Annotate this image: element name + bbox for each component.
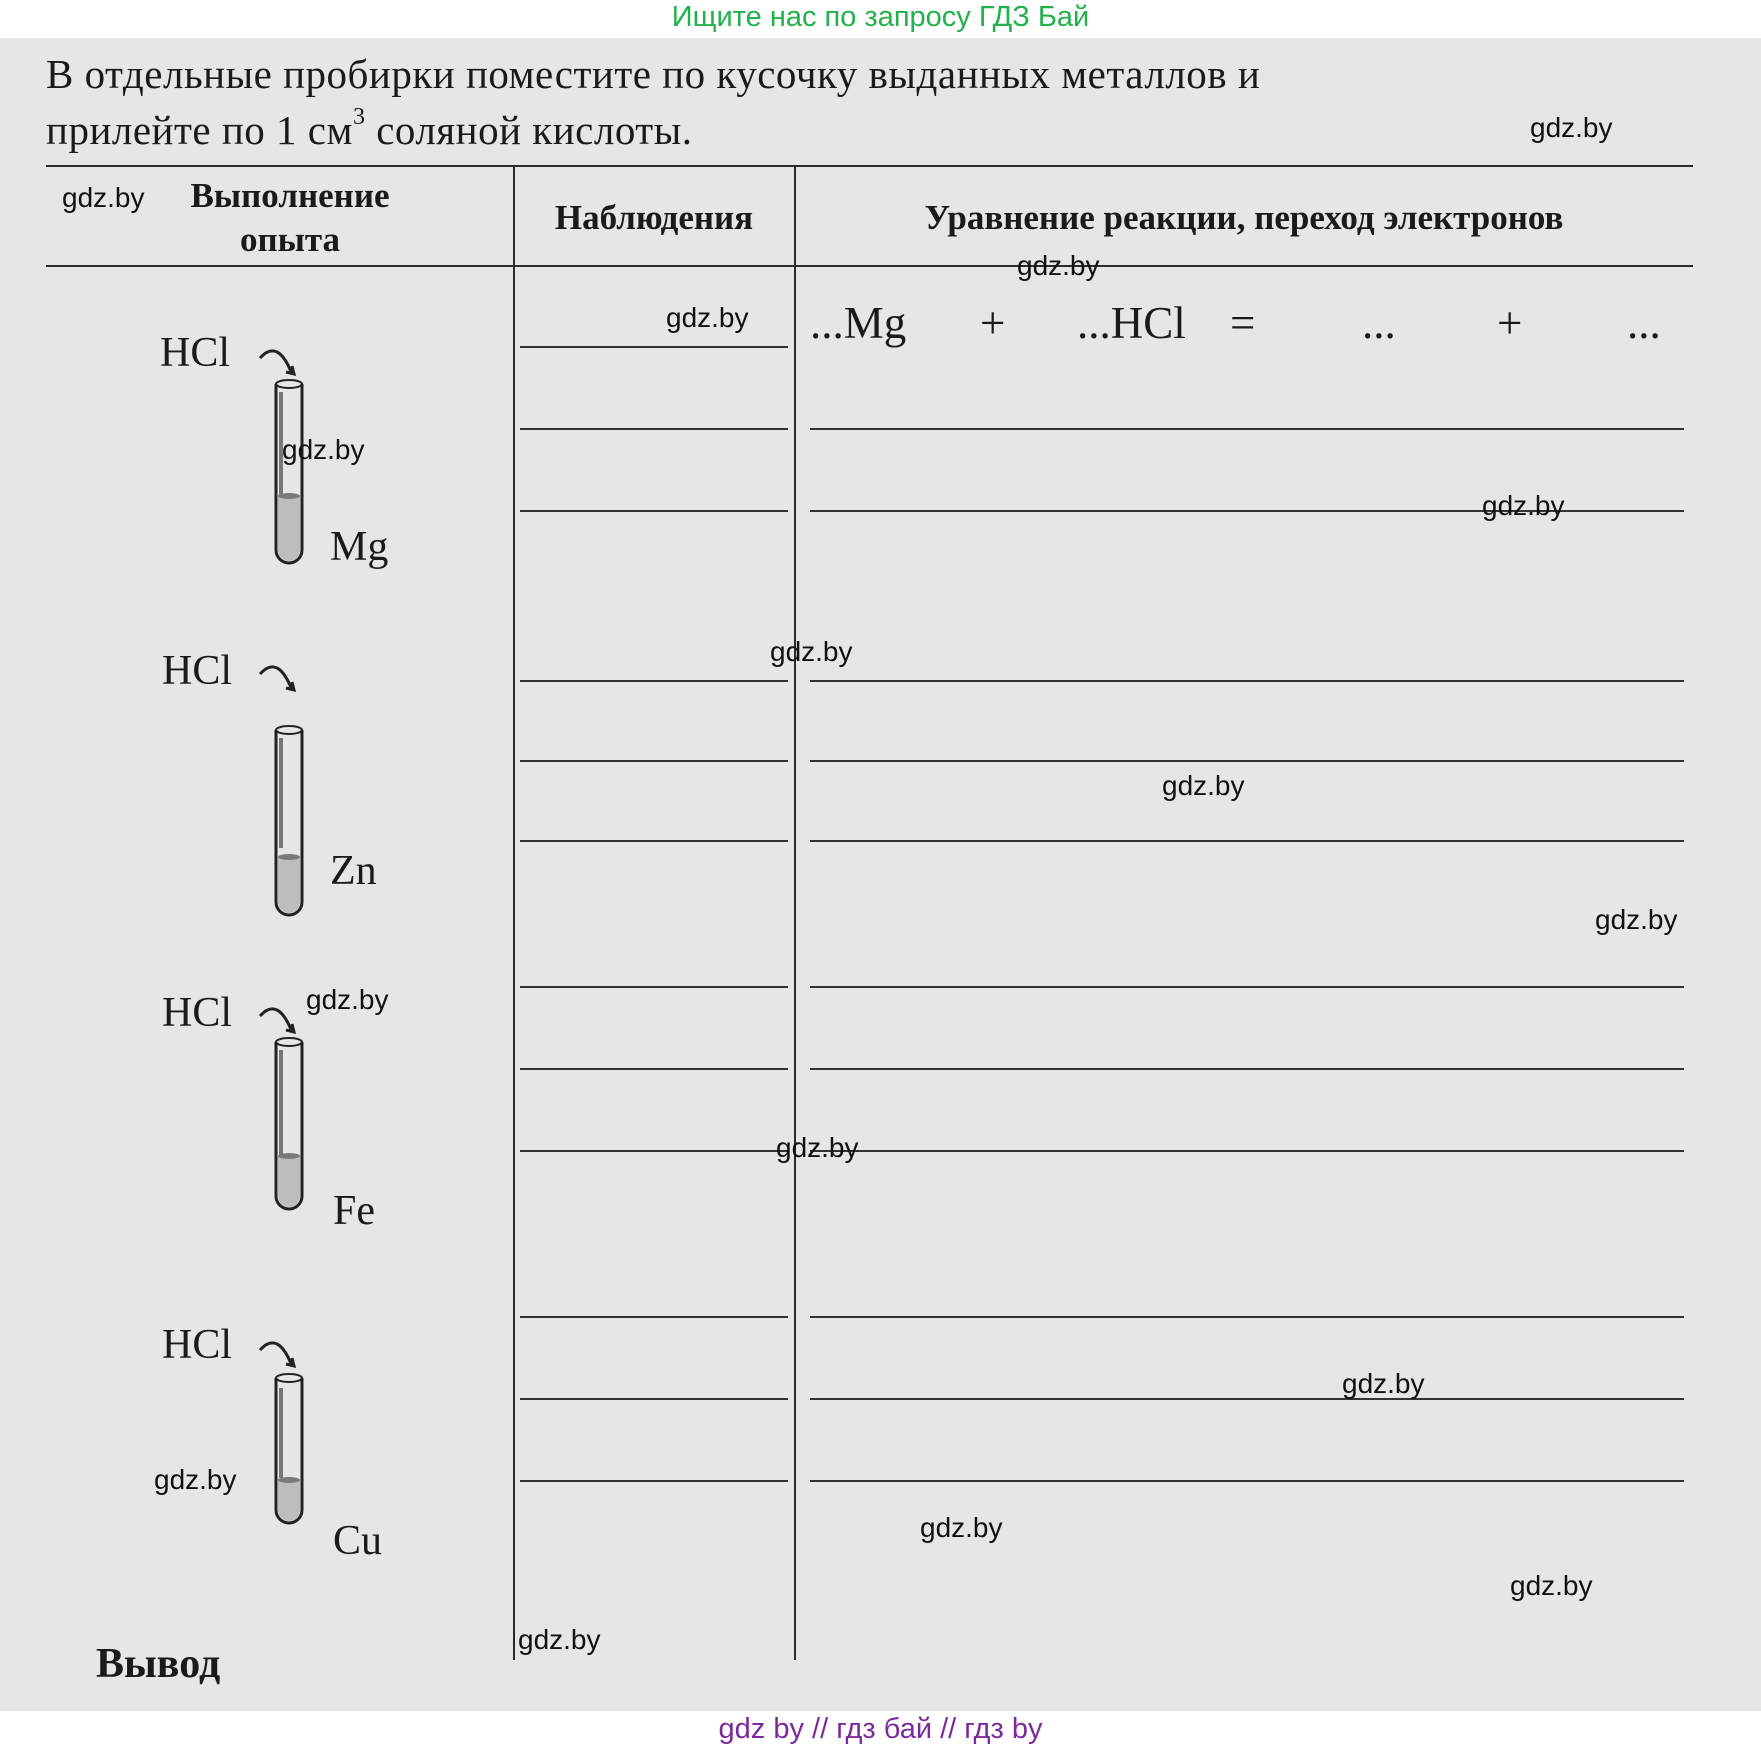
bottom-banner[interactable]: gdz by // гдз бай // гдз by [0, 1711, 1761, 1749]
reagent-label: HCl [162, 990, 233, 1036]
watermark: gdz.by [1510, 1570, 1593, 1601]
test-tube-icon [250, 652, 320, 922]
observation-answer-line[interactable] [520, 1316, 788, 1318]
metal-label: Zn [330, 848, 377, 894]
observation-answer-line[interactable] [520, 680, 788, 682]
metal-label: Mg [330, 524, 389, 570]
watermark: gdz.by [62, 182, 145, 213]
watermark: gdz.by [920, 1512, 1003, 1543]
watermark: gdz.by [1530, 112, 1613, 143]
equation-answer-line[interactable] [810, 840, 1684, 842]
header-experiment: Выполнение опыта [190, 176, 390, 259]
metal-label: Cu [333, 1518, 383, 1564]
observation-answer-line[interactable] [520, 986, 788, 988]
observation-answer-line[interactable] [520, 760, 788, 762]
equation-product-1: ... [1362, 298, 1396, 348]
watermark: gdz.by [1162, 770, 1245, 801]
observation-answer-line[interactable] [520, 428, 788, 430]
observation-answer-line[interactable] [520, 840, 788, 842]
watermark: gdz.by [770, 636, 853, 667]
equation-equals: = [1230, 298, 1256, 348]
observation-answer-line[interactable] [520, 1150, 788, 1152]
instructions-line2: прилейте по 1 $см^3$ соляной кислоты. [46, 104, 693, 153]
reagent-label: HCl [162, 648, 233, 694]
header-observations: Наблюдения [554, 198, 754, 237]
observation-answer-line[interactable] [520, 346, 788, 348]
watermark: gdz.by [154, 1464, 237, 1495]
equation-plus-2: + [1497, 298, 1523, 348]
test-tube-icon [250, 1328, 320, 1538]
header-equation: Уравнение реакции, переход электронов [924, 198, 1564, 237]
column-divider-2 [794, 165, 796, 1660]
reagent-label: HCl [160, 330, 231, 376]
top-banner[interactable]: Ищите нас по запросу ГДЗ Бай [0, 0, 1761, 36]
observation-answer-line[interactable] [520, 1068, 788, 1070]
instructions-text [46, 46, 1696, 158]
equation-answer-line[interactable] [810, 1480, 1684, 1482]
watermark: gdz.by [1017, 250, 1100, 281]
equation-product-2: ... [1627, 298, 1661, 348]
equation-plus-1: + [980, 298, 1006, 348]
equation-answer-line[interactable] [810, 760, 1684, 762]
column-divider-1 [513, 165, 515, 1660]
observation-answer-line[interactable] [520, 510, 788, 512]
watermark: gdz.by [1342, 1368, 1425, 1399]
equation-answer-line[interactable] [810, 986, 1684, 988]
watermark: gdz.by [1595, 904, 1678, 935]
watermark: gdz.by [666, 302, 749, 333]
watermark: gdz.by [776, 1132, 859, 1163]
reagent-label: HCl [162, 1322, 233, 1368]
conclusion-label: Вывод [96, 1641, 221, 1687]
equation-answer-line[interactable] [810, 1150, 1684, 1152]
equation-reactant-2: ...HCl [1077, 298, 1186, 348]
equation-answer-line[interactable] [810, 680, 1684, 682]
observation-answer-line[interactable] [520, 1398, 788, 1400]
watermark: gdz.by [282, 434, 365, 465]
observation-answer-line[interactable] [520, 1480, 788, 1482]
metal-label: Fe [333, 1188, 375, 1234]
workbook-page [0, 38, 1761, 1711]
instructions-line1: В отдельные пробирки поместите по кусочку выданных металлов и [46, 51, 1261, 97]
equation-answer-line[interactable] [810, 1316, 1684, 1318]
watermark: gdz.by [1482, 490, 1565, 521]
watermark: gdz.by [306, 984, 389, 1015]
equation-answer-line[interactable] [810, 1068, 1684, 1070]
equation-reactant-1: ...Mg [810, 298, 907, 348]
test-tube-icon [250, 994, 320, 1224]
watermark: gdz.by [518, 1624, 601, 1655]
table-header-rule [46, 265, 1693, 267]
equation-answer-line[interactable] [810, 1398, 1684, 1400]
table-top-rule [46, 165, 1693, 167]
equation-answer-line[interactable] [810, 428, 1684, 430]
